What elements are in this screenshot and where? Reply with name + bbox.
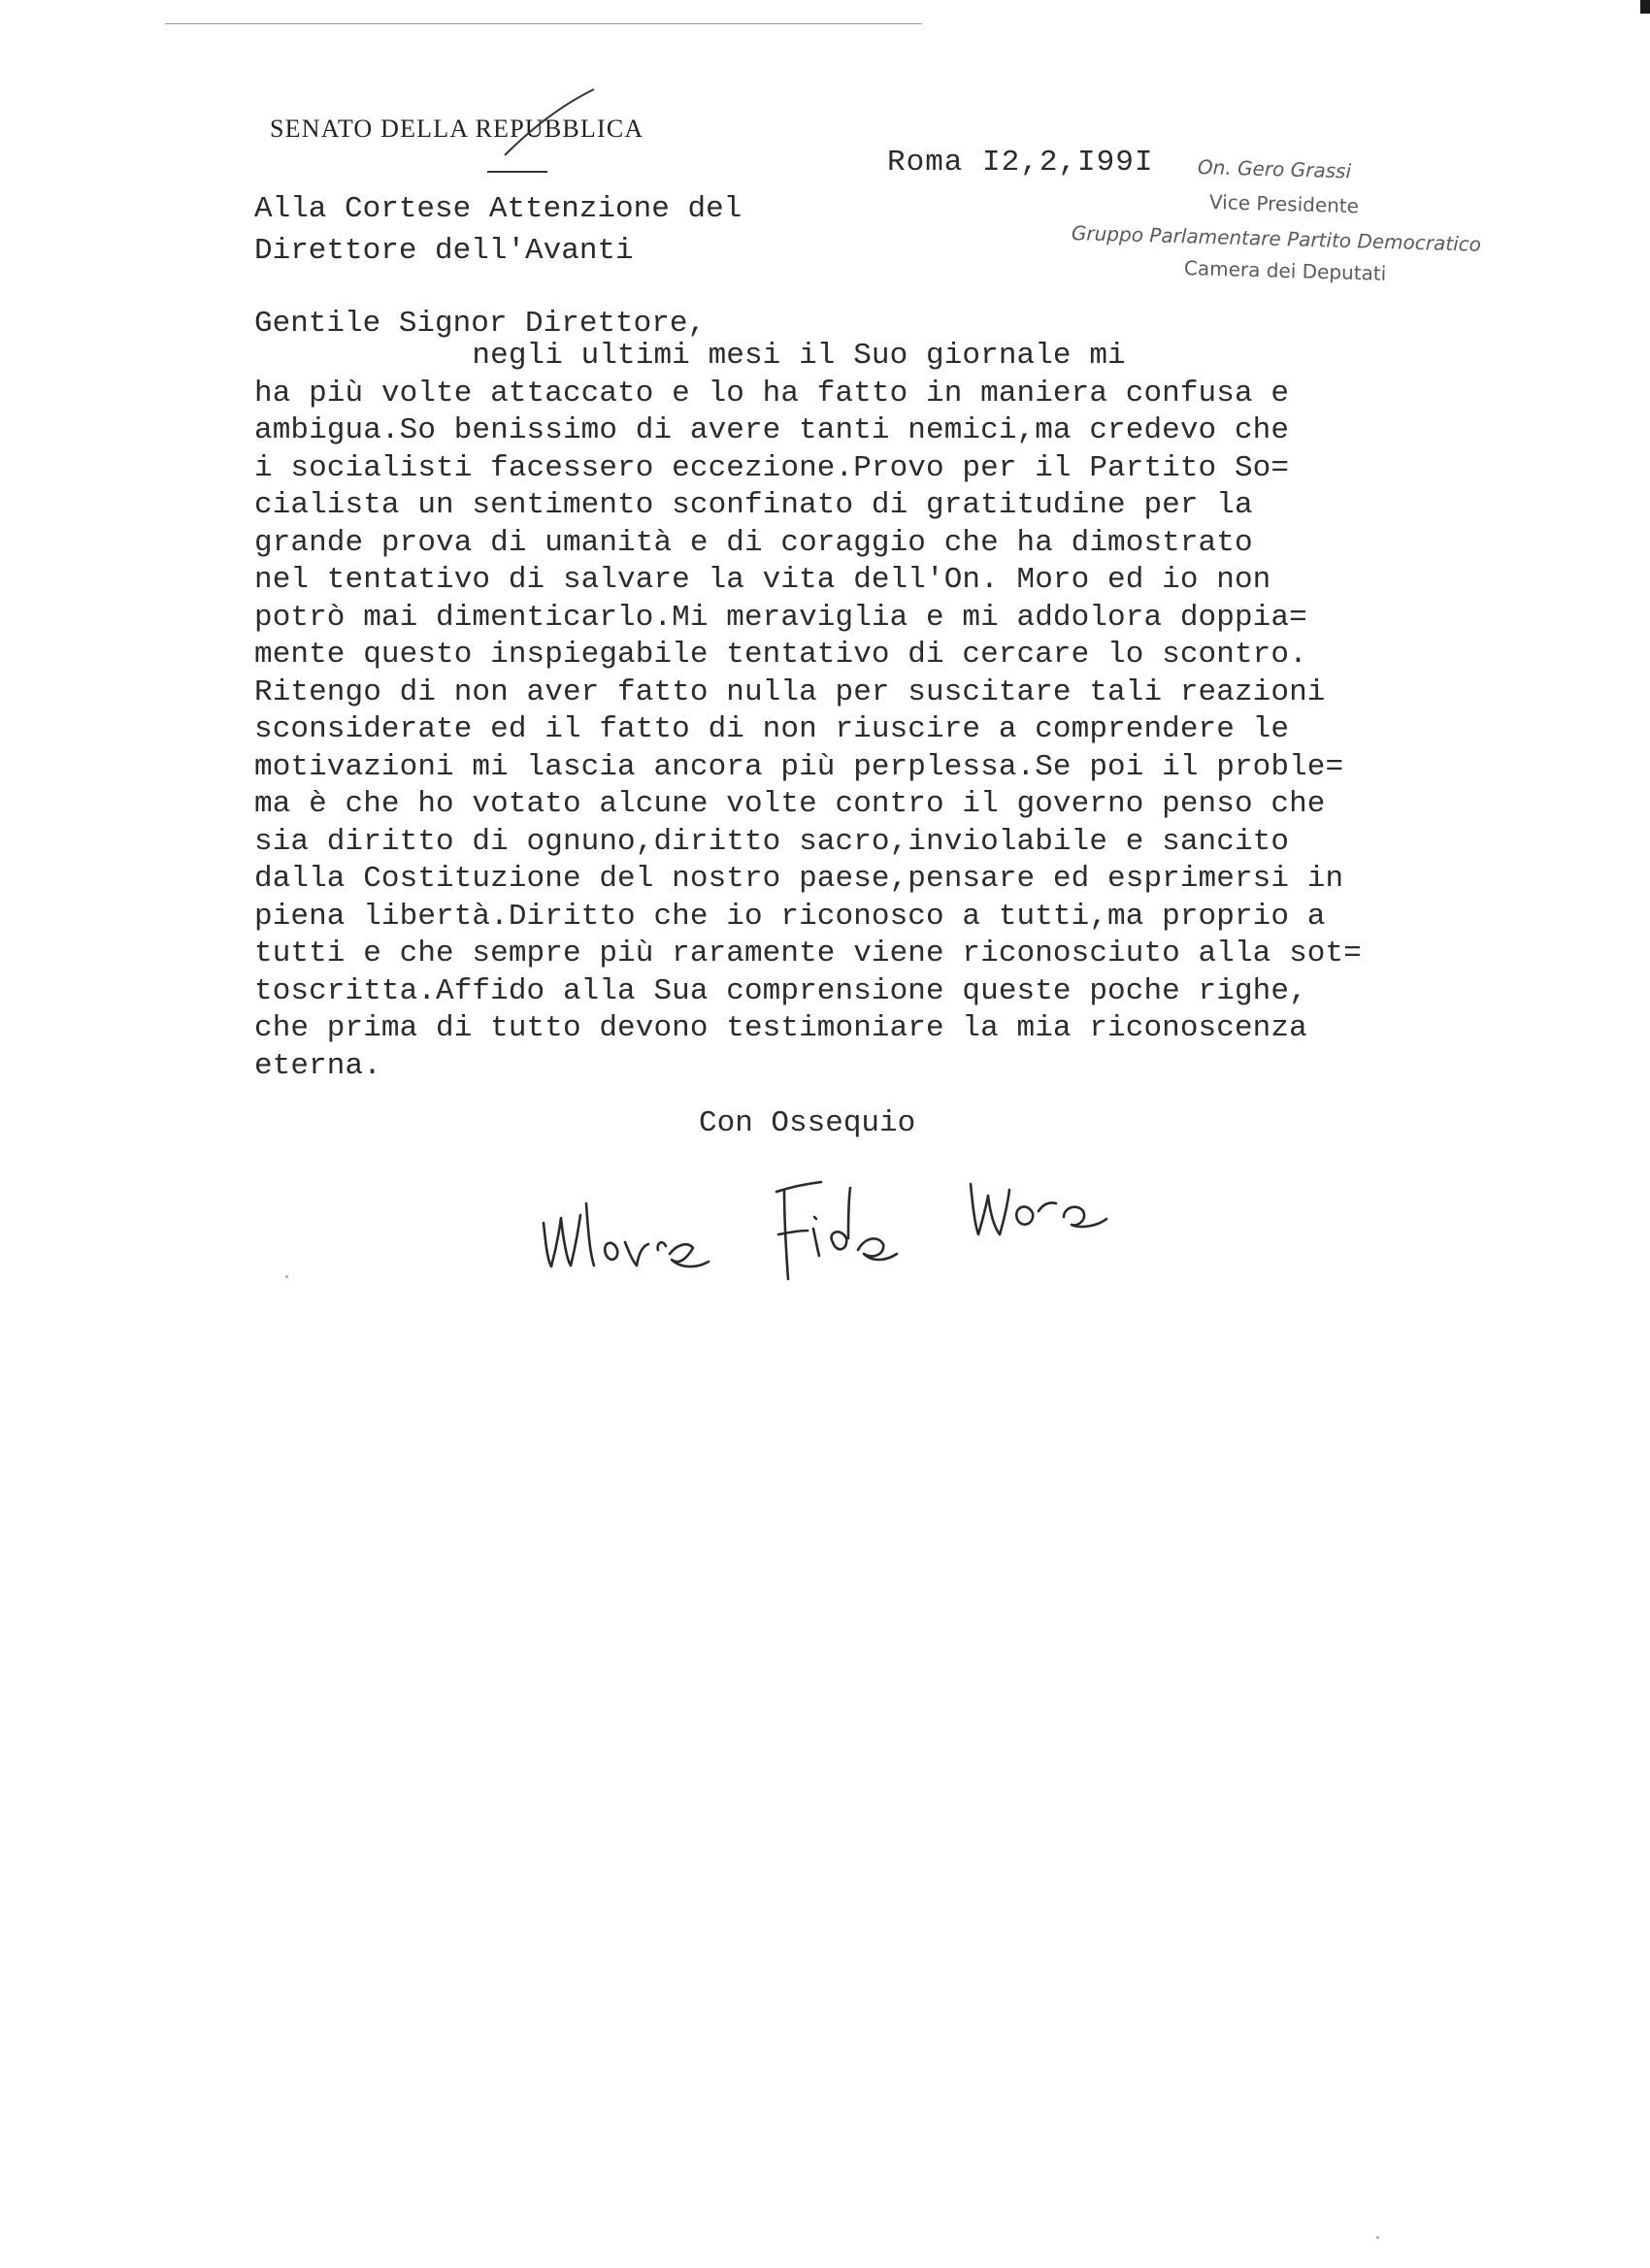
letter-body [254,338,1362,1085]
scan-speck [1376,2236,1379,2239]
handwritten-signature [524,1145,1262,1291]
stamp-group: Gruppo Parlamentare Partito Democratico [1071,221,1482,256]
body-line: potrò mai dimenticarlo.Mi meraviglia e mi addolora doppia= [254,600,1307,635]
body-line: i socialisti facessero eccezione.Provo per il Partito So= [254,450,1290,485]
body-line: Ritengo di non aver fatto nulla per suscitare tali reazioni [254,674,1326,709]
recipient-line-1: Alla Cortese Attenzione del [254,192,742,226]
recipient-line-2: Direttore dell'Avanti [254,234,634,268]
letterhead: SENATO DELLA REPUBBLICA [270,115,644,143]
stamp-chamber: Camera dei Deputati [1183,256,1387,285]
letter-date: Roma I2,2,I99I [887,146,1154,180]
body-line: che prima di tutto devono testimoniare la mia riconoscenza [254,1011,1307,1045]
stamp-name: On. Gero Grassi [1197,155,1352,183]
body-line: motivazioni mi lascia ancora più perplessa.Se poi il proble= [254,749,1344,784]
body-line: toscritta.Affido alla Sua comprensione queste poche righe, [254,973,1307,1008]
body-line: ha più volte attaccato e lo ha fatto in maniera confusa e [254,376,1290,411]
scan-speck [285,1275,288,1278]
body-line: mente questo inspiegabile tentativo di cercare lo scontro. [254,638,1307,672]
closing: Con Ossequio [699,1106,916,1140]
body-line: eterna. [254,1048,381,1083]
salutation: Gentile Signor Direttore, [254,307,707,341]
body-line: dalla Costituzione del nostro paese,pensare ed esprimersi in [254,862,1344,896]
body-line: nel tentativo di salvare la vita dell'On. Moro ed io non [254,563,1271,597]
body-line: sia diritto di ognuno,diritto sacro,inviolabile e sancito [254,824,1290,859]
body-line: tutti e che sempre più raramente viene riconosciuto alla sot= [254,937,1362,970]
body-line: sconsiderate ed il fatto di non riuscire a comprendere le [254,712,1290,746]
stamp-role: Vice Presidente [1208,190,1360,218]
letterhead-pen-stroke [0,0,1650,194]
body-line: piena libertà.Diritto che io riconosco a tutti,ma proprio a [254,899,1326,934]
body-line: ambigua.So benissimo di avere tanti nemici,ma credevo che [254,413,1290,447]
body-line: grande prova di umanità e di coraggio che ha dimostrato [254,525,1253,560]
body-line: ma è che ho votato alcune volte contro il governo penso che [254,787,1326,821]
body-line: cialista un sentimento sconfinato di gratitudine per la [254,488,1253,522]
body-line: negli ultimi mesi il Suo giornale mi [254,339,1126,373]
recipient-block [254,188,742,272]
